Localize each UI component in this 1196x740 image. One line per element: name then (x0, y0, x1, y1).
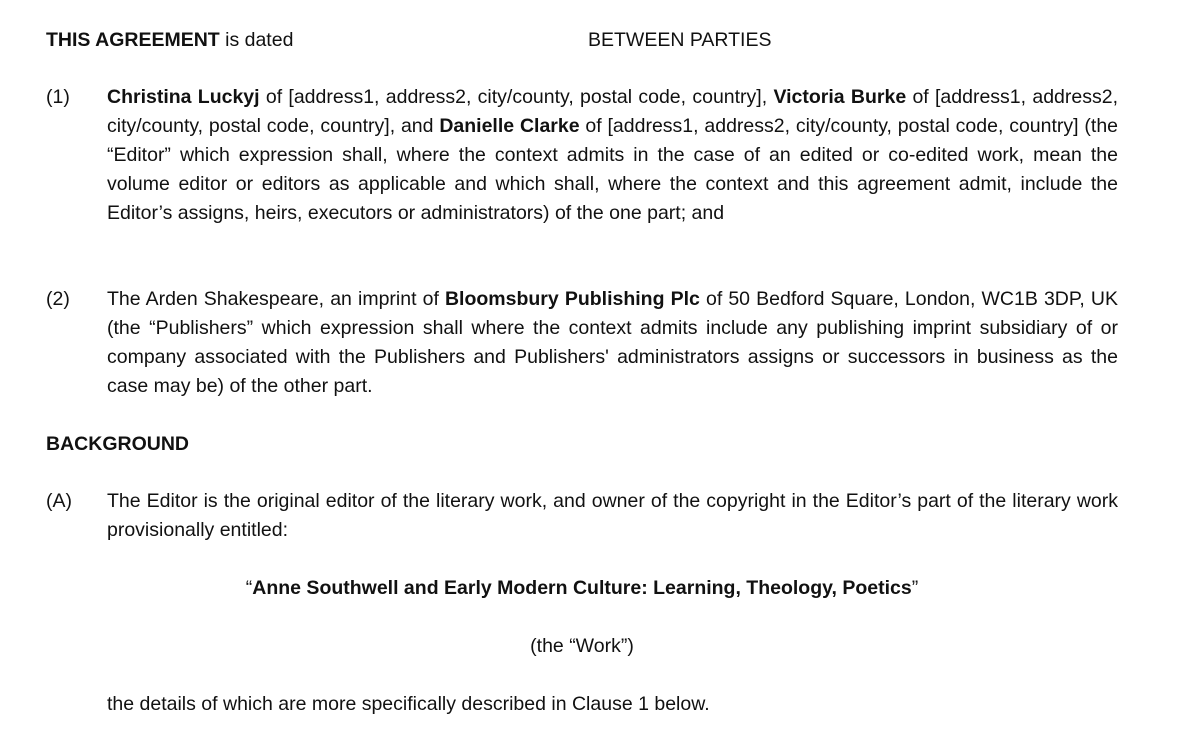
dated-text: is dated (219, 29, 294, 51)
party-name: Danielle Clarke (439, 115, 580, 137)
work-label: (the “Work”) (530, 635, 634, 657)
background-clause-a (46, 487, 1118, 545)
party-address: of [address1, address2, city/county, postal code, country], (259, 86, 774, 108)
party-address: of [address1, address2, city/county, postal code, country] (the “Editor” which expression shall, where the context admits in the case of an edited or co-edited work, mean the volume editor or editors as applicable and which shall, where the context and this agreement admit, include the Editor’s assigns, heirs, executors or administrators) of the one part; and (107, 115, 1119, 224)
party-address: of [address1, address2, city/county, postal code, country], and (107, 86, 1118, 137)
background-heading: BACKGROUND (46, 433, 189, 455)
quote-open: “ (245, 577, 253, 599)
agreement-dated (46, 27, 293, 53)
clause-number: (1) (46, 86, 70, 108)
clause-text (107, 285, 1118, 401)
work-title (46, 574, 1118, 602)
publisher-details: of 50 Bedford Square, London, WC1B 3DP, UK (the “Publishers” which expression shall where the context admits include any publishing imprint subsidiary of or company associated with the Publishers and Publishers' administrators assigns or successors in business as the case may be) of the other part. (107, 288, 1118, 397)
party-name: Christina Luckyj (107, 86, 260, 108)
clause-text: The Editor is the original editor of the literary work, and owner of the copyright in the Editor’s part of the literary work provisionally entitled: (107, 490, 1118, 541)
quote-close: ” (911, 577, 919, 599)
party-name: Victoria Burke (773, 86, 907, 108)
clause-number: (A) (46, 490, 72, 512)
agreement-label: THIS AGREEMENT (46, 29, 220, 51)
clause-text (107, 83, 1118, 228)
party-clause-2 (46, 285, 1118, 401)
details-text: the details of which are more specifically described in Clause 1 below. (107, 693, 710, 715)
work-title-text: Anne Southwell and Early Modern Culture: Learning, Theology, Poetics (252, 577, 912, 599)
clause-number: (2) (46, 288, 70, 310)
publisher-intro: The Arden Shakespeare, an imprint of (107, 288, 445, 310)
party-clause-1 (46, 83, 1118, 228)
agreement-header (46, 27, 1126, 53)
between-parties-heading: BETWEEN PARTIES (588, 29, 772, 51)
publisher-name: Bloomsbury Publishing Plc (444, 288, 700, 310)
